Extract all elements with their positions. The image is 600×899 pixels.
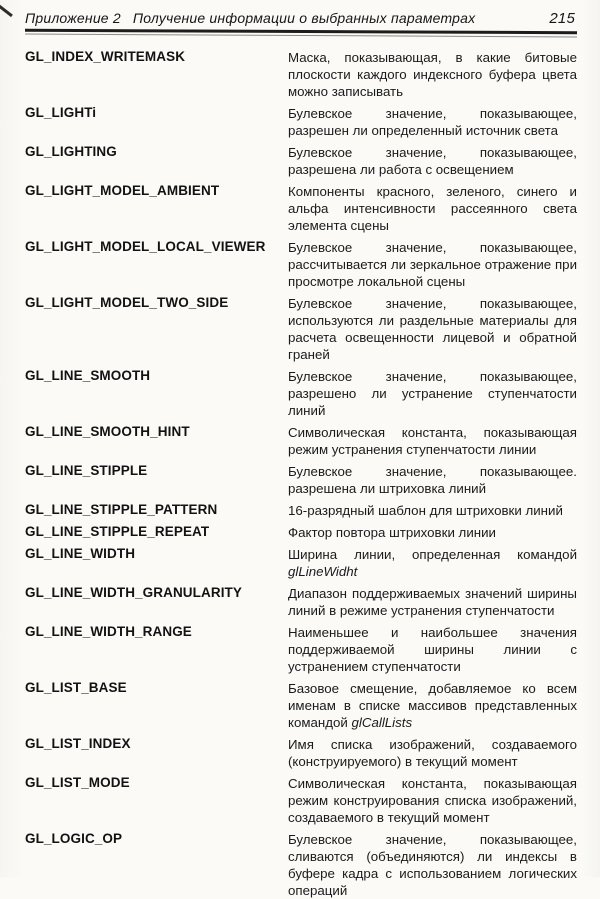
- param-name: GL_LIGHTi: [25, 105, 97, 120]
- table-row: [25, 105, 577, 139]
- param-description: Булевское значение, показывающее, разрешена ли работа с освещением: [288, 144, 577, 177]
- param-description: Булевское значение, показывающее, разрешено ли устранение ступенчатости линий: [288, 368, 577, 418]
- param-description: Булевское значение, показывающее, используются ли раздельные материалы для расчета освещенности лицевой и обратной граней: [288, 295, 577, 362]
- param-name: GL_LIST_BASE: [25, 680, 127, 695]
- param-description: [288, 546, 577, 580]
- param-name: GL_LINE_STIPPLE: [25, 463, 148, 478]
- table-row: [25, 736, 577, 770]
- chapter-title: Получение информации о выбранных параметрах: [132, 10, 476, 26]
- param-description: Булевское значение, показывающее, сливаются (объединяются) ли индексы в буфере кадра с использованием логических операций: [288, 831, 577, 898]
- param-name: GL_LIGHT_MODEL_AMBIENT: [25, 183, 220, 198]
- param-description: Булевское значение, показывающее, рассчитывается ли зеркальное отражение при просмотре локальной сцены: [288, 239, 577, 289]
- parameter-table: [25, 49, 577, 899]
- param-name: GL_LIGHT_MODEL_TWO_SIDE: [25, 295, 229, 310]
- table-row: [25, 831, 577, 899]
- param-name: GL_LINE_SMOOTH_HINT: [25, 424, 190, 439]
- param-description: Имя списка изображений, создаваемого (конструируемого) в текущий момент: [288, 736, 577, 769]
- param-command-name: glCallLists: [351, 714, 413, 730]
- param-name: GL_LOGIC_OP: [25, 831, 123, 846]
- param-description: Диапазон поддерживаемых значений ширины линий в режиме устранения ступенчатости: [288, 585, 577, 618]
- page-number: 215: [549, 10, 575, 27]
- param-description: 16-разрядный шаблон для штриховки линий: [288, 502, 563, 518]
- param-name: GL_LINE_WIDTH: [25, 546, 136, 561]
- table-row: [25, 424, 577, 458]
- table-row: [25, 49, 577, 100]
- table-row: [25, 546, 577, 580]
- table-row: [25, 463, 577, 497]
- param-name: GL_LIST_MODE: [25, 775, 130, 790]
- scan-artifact-mark: [0, 4, 13, 17]
- table-row: [25, 680, 577, 731]
- table-row: [25, 524, 577, 541]
- param-description-text: Ширина линии, определенная командой: [288, 546, 577, 562]
- param-description: Маска, показывающая, в какие битовые плоскости каждого индексного буфера цвета можно записывать: [288, 49, 577, 99]
- table-row: [25, 239, 577, 290]
- param-name: GL_LINE_WIDTH_RANGE: [25, 624, 192, 639]
- table-row: [25, 295, 577, 363]
- param-name: GL_LIGHTING: [25, 144, 117, 159]
- header-rule: [25, 29, 577, 34]
- param-description: Фактор повтора штриховки линии: [288, 524, 496, 540]
- appendix-label: Приложение 2: [25, 10, 121, 26]
- param-name: GL_INDEX_WRITEMASK: [25, 49, 186, 64]
- table-row: [25, 502, 577, 519]
- param-description: Символическая константа, показывающая режим конструирования списка изображений, создаваемого в текущий момент: [288, 775, 577, 825]
- param-description: Компоненты красного, зеленого, синего и альфа интенсивности рассеянного света элемента сцены: [288, 183, 577, 233]
- param-command-name: glLineWidht: [288, 563, 358, 579]
- param-name: GL_LIST_INDEX: [25, 736, 131, 751]
- param-description: Булевское значение, показывающее. разрешена ли штриховка линий: [288, 463, 577, 496]
- param-description: [288, 680, 577, 731]
- running-header: [25, 8, 577, 27]
- table-row: [25, 144, 577, 178]
- param-name: GL_LINE_SMOOTH: [25, 368, 151, 383]
- param-name: GL_LIGHT_MODEL_LOCAL_VIEWER: [25, 239, 266, 254]
- table-row: [25, 775, 577, 826]
- table-row: [25, 368, 577, 419]
- param-name: GL_LINE_STIPPLE_PATTERN: [25, 502, 218, 517]
- table-row: [25, 183, 577, 234]
- param-description: Булевское значение, показывающее, разрешен ли определенный источник света: [288, 105, 577, 138]
- param-description: Символическая константа, показывающая режим устранения ступенчатости линии: [288, 424, 577, 457]
- header-rule-echo: [25, 33, 577, 37]
- table-row: [25, 585, 577, 619]
- param-description: Наименьшее и наибольшее значения поддерживаемой ширины линии с устранением ступенчатости: [288, 624, 577, 674]
- param-name: GL_LINE_WIDTH_GRANULARITY: [25, 585, 243, 600]
- table-row: [25, 624, 577, 675]
- param-description-text: Базовое смещение, добавляемое ко всем именам в списке массивов представленных командой: [288, 680, 577, 730]
- param-name: GL_LINE_STIPPLE_REPEAT: [25, 524, 210, 539]
